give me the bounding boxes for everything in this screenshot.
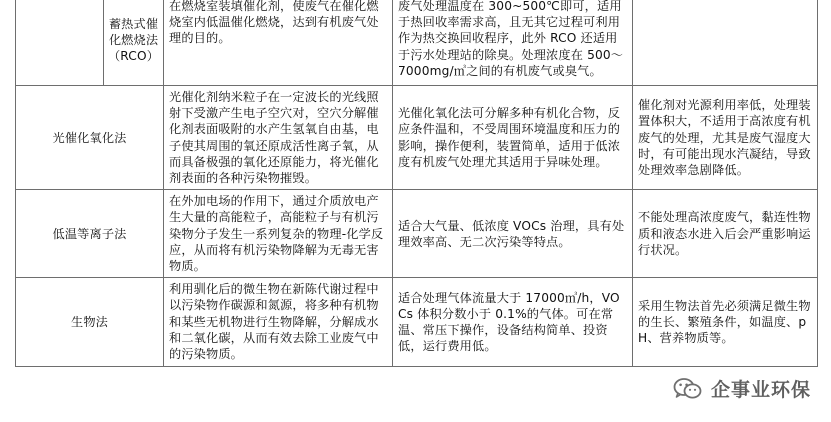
method-category-cell xyxy=(16,0,104,86)
principle-cell: 在外加电场的作用下，通过介质放电产生大量的高能粒子，高能粒子与有机污染物分子发生一系列复杂的物理-化学反应，从而将有机污染物降解为无毒无害物质。 xyxy=(164,190,393,278)
disadvantage-cell: 不能处理高浓度废气，黏连性物质和液态水进入后会严重影响运行状况。 xyxy=(633,190,818,278)
method-name-cell: 生物法 xyxy=(16,278,164,367)
disadvantage-cell xyxy=(633,0,818,86)
method-name-cell: 低温等离子法 xyxy=(16,190,164,278)
process-comparison-table xyxy=(15,0,818,367)
disadvantage-cell: 催化剂对光源利用率低，处理装置体积大，不适用于高浓度有机废气的处理，尤其是废气湿度大时，有可能出现水汽凝结，导致处理效率急剧降低。 xyxy=(633,86,818,190)
principle-cell: 在燃烧室装填催化剂，使废气在催化燃烧室内低温催化燃烧，达到有机废气处理的目的。 xyxy=(164,0,393,86)
disadvantage-cell: 采用生物法首先必须满足微生物的生长、繁殖条件，如温度、pH、营养物质等。 xyxy=(633,278,818,367)
table-row xyxy=(16,86,818,190)
wechat-official-account-icon xyxy=(673,377,703,401)
table-row xyxy=(16,0,818,86)
advantage-cell: 适合大气量、低浓度 VOCs 治理，具有处理效率高、无二次污染等特点。 xyxy=(393,190,633,278)
advantage-cell: 废气处理温度在 300~500℃即可，适用于热回收率需求高，且无其它过程可利用作为热交换回收程序，此外 RCO 还适用于污水处理站的除臭。处理浓度在 500～7000mg/㎥之间的有机废气或臭气。 xyxy=(393,0,633,86)
advantage-cell: 光催化氧化法可分解多种有机化合物，反应条件温和，不受周围环境温度和压力的影响，操作便利，装置简单，适用于低浓度有机废气处理尤其适用于异味处理。 xyxy=(393,86,633,190)
principle-cell: 利用驯化后的微生物在新陈代谢过程中以污染物作碳源和氮源，将多种有机物和某些无机物进行生物降解，分解成水和二氧化碳，从而有效去除工业废气中的污染物质。 xyxy=(164,278,393,367)
watermark-text: 企事业环保 xyxy=(711,379,812,401)
table-row xyxy=(16,190,818,278)
table-row xyxy=(16,278,818,367)
principle-cell: 光催化剂纳米粒子在一定波长的光线照射下受激产生电子空穴对，空穴分解催化剂表面吸附的水产生氢氧自由基，电子使其周围的氧还原成活性离子氧，从而具备极强的氧化还原能力，将光催化剂表面的各种污染物摧毁。 xyxy=(164,86,393,190)
method-name-cell: 光催化氧化法 xyxy=(16,86,164,190)
watermark xyxy=(673,375,811,402)
advantage-cell: 适合处理气体流量大于 17000㎥/h，VOCs 体积分数小于 0.1%的气体。可在常温、常压下操作，设备结构简单、投资低，运行费用低。 xyxy=(393,278,633,367)
method-name-cell: 蓄热式催化燃烧法（RCO） xyxy=(104,0,164,86)
